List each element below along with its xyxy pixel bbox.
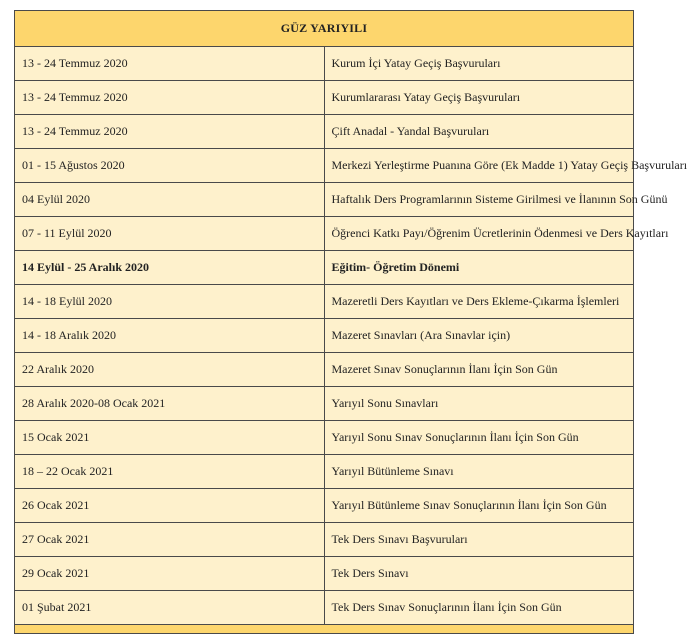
table-row [15,353,634,387]
table-row [15,557,634,591]
date-cell: 22 Aralık 2020 [15,353,325,387]
table-row [15,591,634,625]
event-cell: Kurum İçi Yatay Geçiş Başvuruları [324,47,634,81]
date-cell: 14 - 18 Aralık 2020 [15,319,325,353]
table-row [15,319,634,353]
date-cell: 01 Şubat 2021 [15,591,325,625]
date-cell: 13 - 24 Temmuz 2020 [15,81,325,115]
table-row [15,115,634,149]
date-cell: 07 - 11 Eylül 2020 [15,217,325,251]
date-cell: 13 - 24 Temmuz 2020 [15,115,325,149]
footer-cell [15,625,634,634]
date-cell: 15 Ocak 2021 [15,421,325,455]
date-cell: 27 Ocak 2021 [15,523,325,557]
date-cell: 01 - 15 Ağustos 2020 [15,149,325,183]
academic-calendar [14,10,687,634]
date-cell: 14 Eylül - 25 Aralık 2020 [15,251,325,285]
table-row [15,81,634,115]
table-row [15,149,634,183]
event-cell: Yarıyıl Sonu Sınav Sonuçlarının İlanı İçin Son Gün [324,421,634,455]
table-row [15,523,634,557]
table-row [15,183,634,217]
event-cell: Yarıyıl Bütünleme Sınavı [324,455,634,489]
date-cell: 04 Eylül 2020 [15,183,325,217]
event-cell: Merkezi Yerleştirme Puanına Göre (Ek Madde 1) Yatay Geçiş Başvuruları [324,149,634,183]
table-row [15,251,634,285]
event-cell: Öğrenci Katkı Payı/Öğrenim Ücretlerinin Ödenmesi ve Ders Kayıtları [324,217,634,251]
event-cell: Tek Ders Sınavı [324,557,634,591]
calendar-table [14,10,687,634]
table-row [15,47,634,81]
event-cell: Yarıyıl Bütünleme Sınav Sonuçlarının İlanı İçin Son Gün [324,489,634,523]
semester-title: GÜZ YARIYILI [15,11,634,47]
event-cell: Kurumlararası Yatay Geçiş Başvuruları [324,81,634,115]
table-footer-row [15,625,634,634]
table-header-row [15,11,634,47]
table-row [15,217,634,251]
event-cell: Haftalık Ders Programlarının Sisteme Girilmesi ve İlanının Son Günü [324,183,634,217]
event-cell: Mazeret Sınavları (Ara Sınavlar için) [324,319,634,353]
event-cell: Yarıyıl Sonu Sınavları [324,387,634,421]
event-cell: Tek Ders Sınav Sonuçlarının İlanı İçin Son Gün [324,591,634,625]
date-cell: 26 Ocak 2021 [15,489,325,523]
table-row [15,285,634,319]
table-row [15,489,634,523]
date-cell: 14 - 18 Eylül 2020 [15,285,325,319]
date-cell: 29 Ocak 2021 [15,557,325,591]
event-cell: Mazeret Sınav Sonuçlarının İlanı İçin Son Gün [324,353,634,387]
event-cell: Çift Anadal - Yandal Başvuruları [324,115,634,149]
event-cell: Mazeretli Ders Kayıtları ve Ders Ekleme-Çıkarma İşlemleri [324,285,634,319]
event-cell: Tek Ders Sınavı Başvuruları [324,523,634,557]
date-cell: 28 Aralık 2020-08 Ocak 2021 [15,387,325,421]
date-cell: 13 - 24 Temmuz 2020 [15,47,325,81]
table-row [15,421,634,455]
date-cell: 18 – 22 Ocak 2021 [15,455,325,489]
event-cell: Eğitim- Öğretim Dönemi [324,251,634,285]
table-row [15,455,634,489]
table-row [15,387,634,421]
